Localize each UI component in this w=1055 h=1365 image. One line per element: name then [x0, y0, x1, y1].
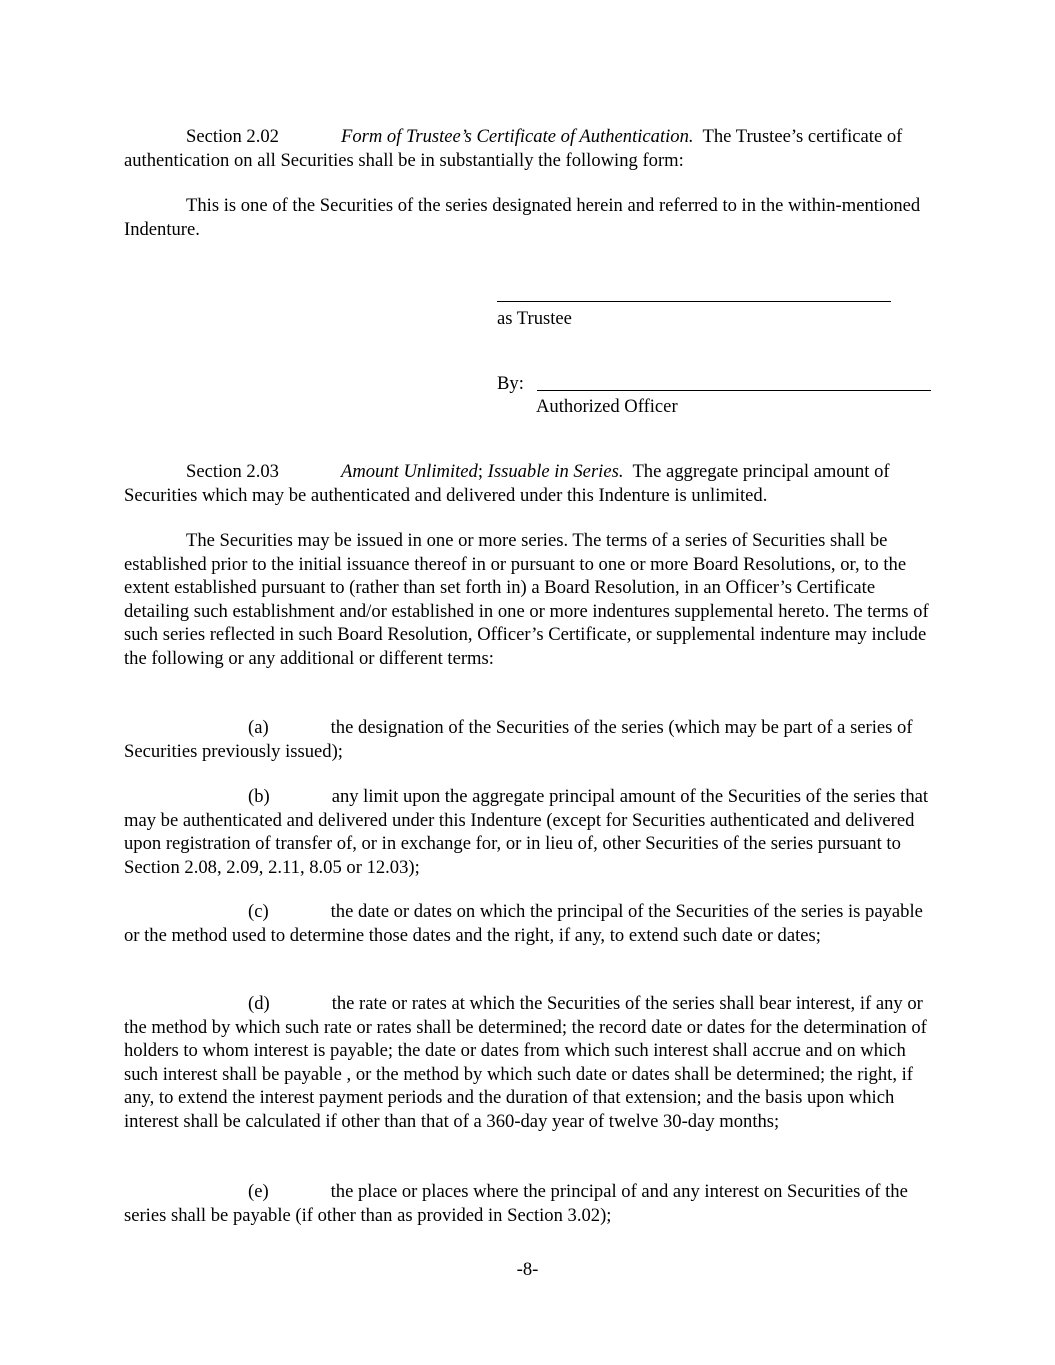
page-number: -8-	[516, 1259, 539, 1280]
section-2-03-label: Section 2.03	[186, 461, 279, 482]
section-2-03-text: The aggregate principal amount of Securities which may be authenticated and delivered under this Indenture is unlimited.	[124, 461, 890, 506]
section-2-03-paragraph	[124, 460, 934, 507]
section-2-03-title-b: Issuable in Series.	[487, 461, 624, 482]
list-item	[124, 1180, 934, 1227]
item-d-text: the rate or rates at which the Securities of the series shall bear interest, if any or the method by which such rate or rates shall be determined; the record date or dates for the determination of holders to whom interest is payable; the date or dates from which such interest shall accrue and on which such interest shall be payable , or the method by which such date or dates shall be determined; the right, if any, to extend the interest payment periods and the duration of that extension; and the basis upon which interest shall be calculated if other than that of a 360-day year of twelve 30-day months;	[124, 993, 927, 1132]
item-e-label: (e)	[248, 1181, 269, 1202]
by-label: By:	[497, 373, 524, 394]
item-a-text: the designation of the Securities of the series (which may be part of a series of Securities previously issued);	[124, 717, 913, 762]
item-d-label: (d)	[248, 993, 270, 1014]
certificate-paragraph: This is one of the Securities of the series designated herein and referred to in the within-mentioned Indenture.	[124, 195, 921, 240]
item-e	[124, 1180, 934, 1227]
section-2-02-paragraph	[124, 125, 934, 172]
authorized-officer-label: Authorized Officer	[536, 396, 678, 417]
section-2-03-title-a: Amount Unlimited	[340, 461, 478, 482]
list-item	[124, 900, 934, 947]
section-2-02-title: Form of Trustee’s Certificate of Authentication.	[340, 126, 694, 147]
section-2-02-label: Section 2.02	[186, 126, 279, 147]
certificate-text	[124, 194, 934, 241]
trustee-signature-line	[497, 301, 891, 302]
item-c-label: (c)	[248, 901, 269, 922]
officer-signature-line	[537, 390, 931, 391]
item-b-label: (b)	[248, 786, 270, 807]
as-trustee-label: as Trustee	[497, 308, 572, 329]
item-d	[124, 992, 934, 1134]
item-b	[124, 785, 934, 879]
list-item	[124, 992, 934, 1134]
section-2-03	[124, 460, 934, 507]
item-c	[124, 900, 934, 947]
list-item	[124, 716, 934, 763]
item-a	[124, 716, 934, 763]
section-2-02-text: The Trustee’s certificate of authentication on all Securities shall be in substantially the following form:	[124, 126, 903, 171]
list-item	[124, 785, 934, 879]
section-2-02	[124, 125, 934, 172]
item-b-text: any limit upon the aggregate principal amount of the Securities of the series that may be authenticated and delivered under this Indenture (except for Securities authenticated and delivered upon registration of transfer of, or in exchange for, or in lieu of, other Securities of the series pursuant to Section 2.08, 2.09, 2.11, 8.05 or 12.03);	[124, 786, 929, 878]
series-terms	[124, 529, 934, 671]
section-2-03-title-separator: ;	[477, 461, 483, 482]
item-a-label: (a)	[248, 717, 269, 738]
item-e-text: the place or places where the principal of and any interest on Securities of the series shall be payable (if other than as provided in Section 3.02);	[124, 1181, 908, 1226]
item-c-text: the date or dates on which the principal of the Securities of the series is payable or the method used to determine those dates and the right, if any, to extend such date or dates;	[124, 901, 923, 946]
series-paragraph: The Securities may be issued in one or more series. The terms of a series of Securities shall be established prior to the initial issuance thereof in or pursuant to one or more Board Resolutions, or, to the extent established pursuant to (rather than set forth in) a Board Resolution, in an Officer’s Certificate detailing such establishment and/or established in one or more indentures supplemental hereto. The terms of such series reflected in such Board Resolution, Officer’s Certificate, or supplemental indenture may include the following or any additional or different terms:	[124, 530, 929, 669]
